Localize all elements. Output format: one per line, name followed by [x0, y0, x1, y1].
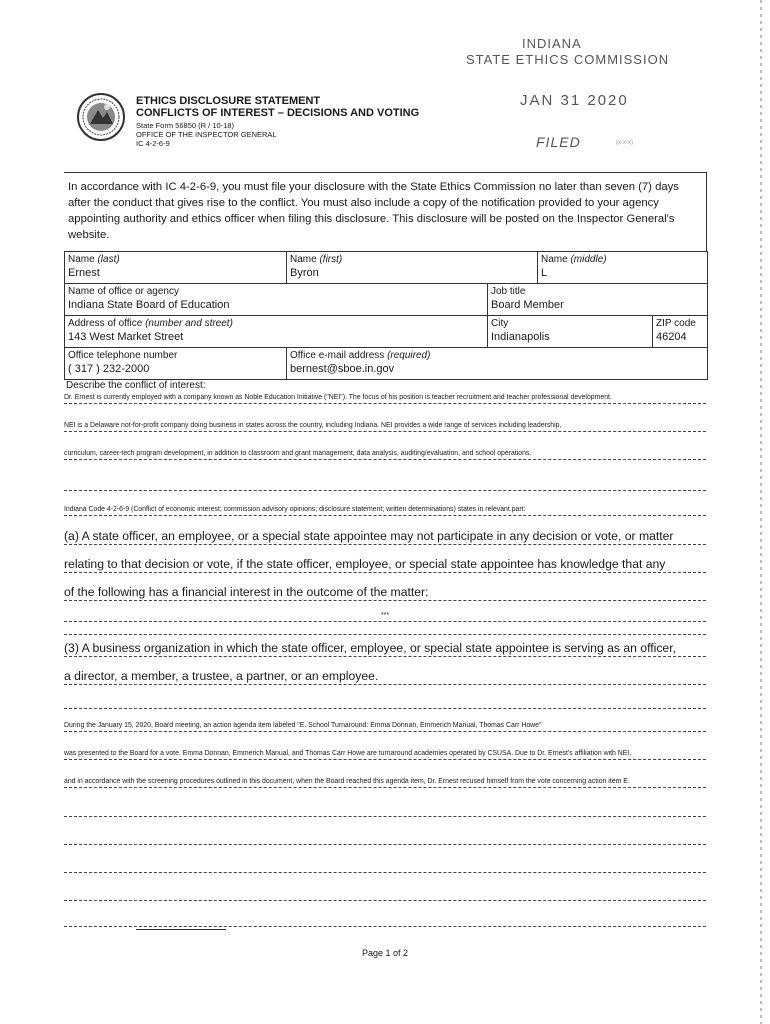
- form-subtitle: CONFLICTS OF INTEREST – DECISIONS AND VOTING: [136, 107, 420, 119]
- statute-line-3a: (3) A business organization in which the state officer, employee, or special state appointee is serving as an officer,: [64, 640, 706, 657]
- blank-line: [64, 478, 706, 491]
- narrative-line-2: NEI is a Delaware not-for-profit company doing business in states across the country, including Indiana. NEI provides a wide range of services including leadership,: [64, 420, 706, 432]
- phone-label: Office telephone number: [68, 350, 178, 361]
- first-name-value: Byron: [290, 267, 319, 279]
- city-field[interactable]: [488, 316, 653, 348]
- job-title-value: Board Member: [491, 299, 564, 311]
- blank-line: [64, 832, 706, 845]
- phone-value: ( 317 ) 232-2000: [68, 363, 150, 375]
- state-seal-icon: [76, 92, 126, 142]
- statute-code: IC 4-2-6-9: [136, 139, 170, 148]
- received-stamp-line2: STATE ETHICS COMMISSION: [466, 52, 670, 67]
- first-name-label: Name: [290, 254, 317, 265]
- office-address-label: Address of office: [68, 318, 143, 329]
- statute-intro-line: Indiana Code 4-2-6-9 (Conflict of economic interest; commission advisory opinions; disclosure statement; written determinations) states in relevant part:: [64, 504, 706, 516]
- middle-name-hint: (middle): [570, 254, 607, 265]
- meeting-line-3: and in accordance with the screening procedures outlined in this document, when the Board reached this agenda item, Dr. Ernest recused himself from the vote concerning action item E.: [64, 776, 706, 788]
- blank-line: [64, 622, 706, 635]
- received-stamp-line1: INDIANA: [522, 36, 582, 51]
- statute-line-a3: of the following has a financial interest in the outcome of the matter:: [64, 584, 706, 601]
- middle-name-field[interactable]: [538, 252, 708, 284]
- meeting-line-1: During the January 15, 2020, Board meeting, an action agenda item labeled "E. School Turnaround: Emma Donnan, Emmerich Manual, Thomas Carr Howe": [64, 720, 706, 732]
- last-name-hint: (last): [97, 254, 120, 265]
- city-label: City: [491, 318, 509, 329]
- scan-edge: [760, 0, 762, 1024]
- filer-info-form: [64, 251, 707, 380]
- last-name-field[interactable]: [65, 252, 287, 284]
- statute-line-3b: a director, a member, a trustee, a partner, or an employee.: [64, 668, 706, 685]
- office-address-hint: (number and street): [145, 318, 233, 329]
- blank-line: [64, 914, 706, 927]
- received-stamp-filed: FILED: [536, 134, 581, 150]
- received-stamp-mark: (x-x-x): [616, 140, 633, 146]
- first-name-field[interactable]: [287, 252, 538, 284]
- email-label: Office e-mail address: [290, 350, 385, 361]
- phone-field[interactable]: [65, 348, 287, 380]
- meeting-line-2: was presented to the Board for a vote. Emma Donnan, Emmerich Manual, and Thomas Carr Howe are turnaround academies operated by CSUSA. Due to Dr. Ernest's affiliation with NEI,: [64, 748, 706, 760]
- job-title-field[interactable]: [488, 284, 708, 316]
- middle-name-value: L: [541, 267, 548, 279]
- received-stamp-date: JAN 31 2020: [520, 92, 629, 109]
- first-name-hint: (first): [319, 254, 343, 265]
- email-field[interactable]: [287, 348, 708, 380]
- statute-line-a1: (a) A state officer, an employee, or a special state appointee may not participate in any decision or vote, or matter: [64, 528, 706, 545]
- blank-line: [64, 888, 706, 901]
- intro-border: [706, 172, 707, 252]
- office-address-field[interactable]: [65, 316, 488, 348]
- zip-field[interactable]: [653, 316, 708, 348]
- statute-ellipsis: ***: [64, 610, 706, 622]
- office-address-value: 143 West Market Street: [68, 331, 184, 343]
- zip-value: 46204: [656, 331, 687, 343]
- narrative-line-3: curriculum, career-tech program development, in addition to classroom and grant management, data analysis, auditing/evaluation, and school operations.: [64, 448, 706, 460]
- blank-line: [64, 696, 706, 709]
- office-agency-label: Name of office or agency: [68, 286, 179, 297]
- last-name-label: Name: [68, 254, 95, 265]
- city-value: Indianapolis: [491, 331, 550, 343]
- bottom-rule: [136, 929, 226, 930]
- intro-instructions: In accordance with IC 4-2-6-9, you must file your disclosure with the State Ethics Commission no later than seven (7) days after the conduct that gives rise to the conflict. You must also include a copy of the notification provided to your agency appointing authority and ethics officer when filing this disclosure. This disclosure will be posted on the Inspector General's website.: [64, 172, 706, 251]
- form-number: State Form 56850 (R / 10-18): [136, 121, 234, 130]
- describe-conflict-label: Describe the conflict of interest:: [66, 380, 206, 391]
- email-hint: (required): [387, 350, 431, 361]
- statute-line-a2: relating to that decision or vote, if the state officer, employee, or special state appointee has knowledge that any: [64, 556, 706, 573]
- narrative-line-1: Dr. Ernest is currently employed with a company known as Noble Education Initiative ("NEI"). The focus of his position is teacher recruitment and teacher professional development.: [64, 392, 706, 404]
- job-title-label: Job title: [491, 286, 526, 297]
- last-name-value: Ernest: [68, 267, 100, 279]
- zip-label: ZIP code: [656, 318, 696, 329]
- email-value: bernest@sboe.in.gov: [290, 363, 395, 375]
- middle-name-label: Name: [541, 254, 568, 265]
- office-agency-field[interactable]: [65, 284, 488, 316]
- page-number: Page 1 of 2: [361, 948, 409, 958]
- blank-line: [64, 804, 706, 817]
- form-title: ETHICS DISCLOSURE STATEMENT: [136, 95, 321, 107]
- blank-line: [64, 860, 706, 873]
- issuing-office: OFFICE OF THE INSPECTOR GENERAL: [136, 130, 277, 139]
- office-agency-value: Indiana State Board of Education: [68, 299, 230, 311]
